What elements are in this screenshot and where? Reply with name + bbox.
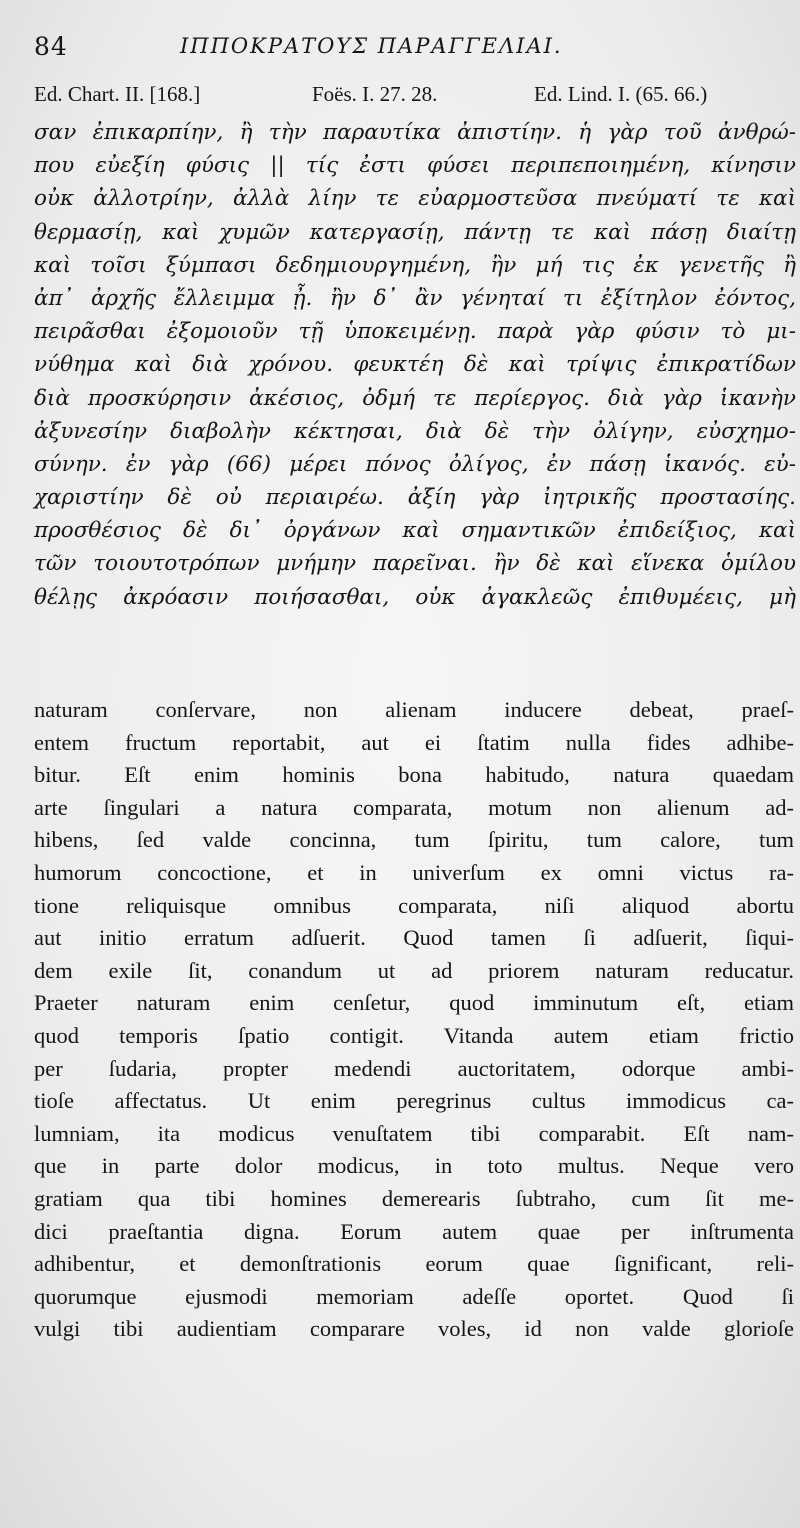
edition-chart-reference: Ed. Chart. II. [168.]: [34, 82, 201, 106]
greek-text-block: [34, 116, 796, 614]
edition-lind-reference: Ed. Lind. I. (65. 66.): [534, 82, 708, 106]
greek-text-line: ἀξυνεσίην διαβολὴν κέκτησαι, διὰ δὲ τὴν ὀλίγην, εὐσχημο-: [34, 418, 796, 444]
greek-text-line: πειρᾶσθαι ἐξομοιοῦν τῇ ὑποκειμένῃ. παρὰ γὰρ φύσιν τὸ μι-: [34, 319, 796, 345]
edition-references: [34, 82, 794, 114]
latin-text-line: entem fructum reportabit, aut ei ſtatim nulla fides adhibe-: [34, 729, 794, 755]
greek-text-line: σύνην. ἐν γὰρ (66) μέρει πόνος ὀλίγος, ἐν πάσῃ ἱκανός. εὐ-: [34, 451, 796, 477]
greek-text-line: τῶν τοιουτοτρόπων μνήμην παρεῖναι. ἢν δὲ καὶ εἵνεκα ὁμίλου: [34, 551, 796, 577]
greek-text-line: νύθημα καὶ διὰ χρόνου. φευκτέη δὲ καὶ τρίψις ἐπικρατίδων: [34, 352, 796, 378]
greek-text-line: που εὐεξίη φύσις || τίς ἐστι φύσει περιπεποιημένη, κίνησιν: [34, 153, 796, 179]
latin-text-line: gratiam qua tibi homines demerearis ſubtraho, cum ſit me-: [34, 1185, 794, 1211]
latin-text-line: hibens, ſed valde concinna, tum ſpiritu, tum calore, tum: [34, 827, 794, 853]
latin-text-line: dem exile ſit, conandum ut ad priorem naturam reducatur.: [34, 957, 794, 983]
latin-text-line: adhibentur, et demonſtrationis eorum quae ſignificant, reli-: [34, 1251, 794, 1277]
latin-text-line: quod temporis ſpatio contigit. Vitanda autem etiam frictio: [34, 1022, 794, 1048]
greek-text-line: καὶ τοῖσι ξύμπασι δεδημιουργημένη, ἢν μή τις ἐκ γενετῆς ἢ: [34, 252, 796, 278]
latin-text-line: dici praeſtantia digna. Eorum autem quae per inſtrumenta: [34, 1218, 794, 1244]
greek-text-line: προσθέσιος δὲ δι᾽ ὀργάνων καὶ σημαντικῶν ἐπιδείξιος, καὶ: [34, 518, 796, 544]
edition-foes-reference: Foës. I. 27. 28.: [312, 82, 438, 106]
latin-text-block: [34, 694, 794, 1346]
latin-text-line: naturam conſervare, non alienam inducere debeat, praeſ-: [34, 697, 794, 722]
greek-text-line: διὰ προσκύρησιν ἀκέσιος, ὀδμή τε περίεργος. διὰ γὰρ ἱκανὴν: [34, 385, 796, 411]
greek-text-line: ἀπ᾽ ἀρχῆς ἔλλειμμα ᾖ. ἢν δ᾽ ἂν γένηταί τι ἐξίτηλον ἐόντος,: [34, 285, 796, 311]
latin-text-line: tione reliquisque omnibus comparata, niſi aliquod abortu: [34, 892, 794, 918]
greek-text-line: θερμασίῃ, καὶ χυμῶν κατεργασίῃ, πάντῃ τε καὶ πάσῃ διαίτῃ: [34, 219, 796, 245]
latin-text-line: arte ſingulari a natura comparata, motum non alienum ad-: [34, 794, 794, 820]
latin-text-line: aut initio erratum adſuerit. Quod tamen ſi adſuerit, ſiqui-: [34, 925, 794, 951]
latin-text-line: tioſe affectatus. Ut enim peregrinus cultus immodicus ca-: [34, 1088, 794, 1114]
latin-text-line: lumniam, ita modicus venuſtatem tibi comparabit. Eſt nam-: [34, 1120, 794, 1146]
page-number: 84: [34, 32, 68, 61]
running-title: ΙΠΠΟΚΡΑΤΟΥΣ ΠΑΡΑΓΓΕΛΙΑΙ.: [180, 34, 563, 58]
latin-text-line: per ſudaria, propter medendi auctoritatem, odorque ambi-: [34, 1055, 794, 1081]
latin-text-line: que in parte dolor modicus, in toto multus. Neque vero: [34, 1153, 794, 1179]
greek-text-line: θέλῃς ἀκρόασιν ποιήσασθαι, οὐκ ἀγακλεῶς ἐπιθυμέεις, μὴ: [34, 584, 796, 610]
page-header: [34, 30, 774, 66]
latin-text-line: vulgi tibi audientiam comparare voles, id non valde glorioſe: [34, 1316, 794, 1342]
greek-text-line: σαν ἐπικαρπίην, ἢ τὴν παραυτίκα ἀπιστίην. ἡ γὰρ τοῦ ἀνθρώ-: [34, 120, 796, 145]
latin-text-line: quorumque ejusmodi memoriam adeſſe oportet. Quod ſi: [34, 1283, 794, 1309]
latin-text-line: Praeter naturam enim cenſetur, quod imminutum eſt, etiam: [34, 990, 794, 1016]
latin-text-line: bitur. Eſt enim hominis bona habitudo, natura quaedam: [34, 762, 794, 788]
greek-text-line: οὐκ ἀλλοτρίην, ἀλλὰ λίην τε εὐαρμοστεῦσα πνεύματί τε καὶ: [34, 186, 796, 212]
greek-text-line: χαριστίην δὲ οὐ περιαιρέω. ἀξίη γὰρ ἰητρικῆς προστασίης.: [34, 485, 796, 511]
latin-text-line: humorum concoctione, et in univerſum ex omni victus ra-: [34, 859, 794, 885]
